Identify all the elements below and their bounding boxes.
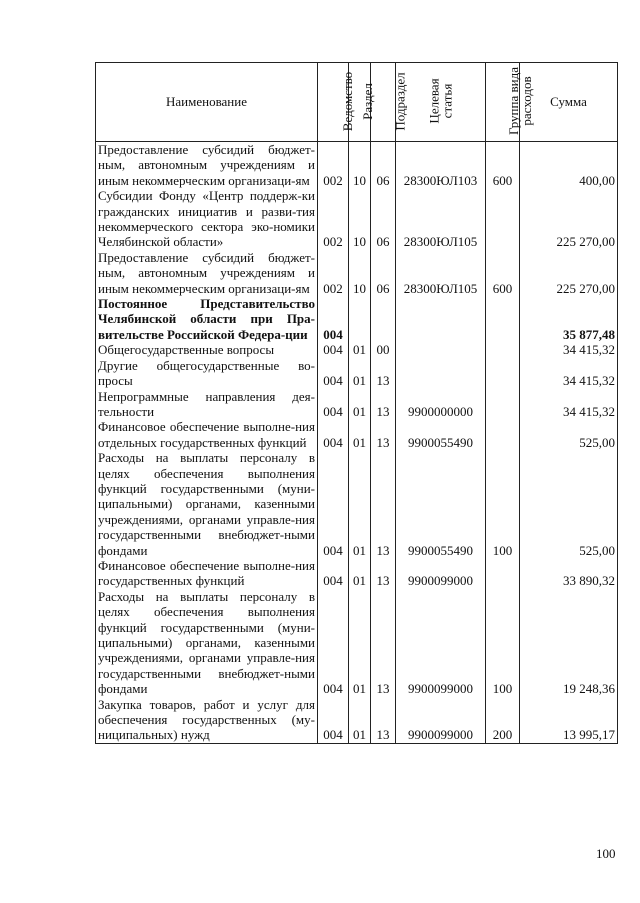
cell-summa (520, 358, 618, 389)
cell-name-text: Закупка товаров, работ и услуг для обеспечения государственных (му-ниципальных) нужд (98, 696, 315, 743)
cell-razdel-text: 01 (353, 727, 366, 743)
cell-razdel (349, 142, 371, 189)
cell-gruppa-vida (486, 558, 520, 589)
cell-gruppa-vida (486, 250, 520, 296)
cell-razdel (349, 589, 371, 697)
cell-razdel-text: 01 (353, 681, 366, 697)
cell-name (96, 188, 318, 250)
table-header (96, 63, 618, 142)
cell-razdel-text: 01 (353, 403, 366, 419)
table-row (96, 450, 618, 558)
header-celevaya-line2: статья (439, 83, 455, 119)
cell-podrazdel (371, 142, 396, 189)
cell-celevaya-statya (396, 250, 486, 296)
cell-celevaya-statya (396, 697, 486, 744)
cell-vedomstvo-text: 004 (323, 681, 343, 697)
cell-name-text: Непрограммные направления дея-тельности (98, 388, 315, 419)
cell-name (96, 450, 318, 558)
cell-name (96, 342, 318, 357)
cell-podrazdel (371, 389, 396, 420)
cell-name-text: Постоянное Представительство Челябинской области при Пра-вительстве Российской Федера-ции (98, 296, 315, 342)
table-row (96, 142, 618, 189)
cell-name-text: Предоставление субсидий бюджет-ным, автономным учреждениям и иным некоммерческим организаци-ям (98, 249, 315, 296)
cell-gruppa-vida-text: 200 (492, 727, 513, 743)
cell-celevaya-statya-text: 9900099000 (408, 681, 473, 697)
cell-summa (520, 697, 618, 744)
cell-podrazdel (371, 419, 396, 450)
cell-gruppa-vida (486, 296, 520, 342)
cell-podrazdel-text: 06 (376, 172, 390, 188)
cell-celevaya-statya (396, 558, 486, 589)
header-summa (520, 63, 618, 142)
budget-table (95, 62, 618, 744)
header-celevaya-statya (392, 63, 486, 142)
cell-celevaya-statya (396, 142, 486, 189)
table-row (96, 589, 618, 697)
cell-vedomstvo-text: 004 (323, 326, 343, 342)
cell-name (96, 558, 318, 589)
cell-vedomstvo (318, 589, 349, 697)
cell-gruppa-vida-text: 600 (492, 280, 513, 296)
header-gruppa-line1: Группа вида (505, 67, 521, 136)
cell-vedomstvo (318, 450, 349, 558)
cell-razdel-text: 10 (353, 280, 366, 296)
cell-summa (520, 142, 618, 189)
cell-razdel (349, 419, 371, 450)
cell-razdel-text: 10 (353, 172, 366, 188)
cell-celevaya-statya (396, 296, 486, 342)
cell-podrazdel-text: 13 (376, 542, 390, 558)
header-gruppa-label (507, 67, 533, 135)
header-name-label: Наименование (166, 94, 247, 110)
cell-podrazdel (371, 697, 396, 744)
cell-razdel-text: 01 (353, 573, 366, 589)
cell-celevaya-statya-text: 9900099000 (408, 727, 473, 743)
cell-summa (520, 558, 618, 589)
cell-podrazdel-text: 13 (376, 403, 390, 419)
cell-podrazdel (371, 188, 396, 250)
cell-gruppa-vida (486, 589, 520, 697)
cell-vedomstvo-text: 004 (323, 403, 343, 419)
cell-gruppa-vida (486, 358, 520, 389)
cell-name (96, 250, 318, 296)
table-row (96, 558, 618, 589)
header-celevaya-line1: Целевая (426, 78, 442, 124)
cell-podrazdel (371, 358, 396, 389)
cell-vedomstvo (318, 419, 349, 450)
cell-name-text: Субсидии Фонду «Центр поддерж-ки гражданских инициатив и разви-тия некоммерческого сектора эко-номики Челябинской области» (98, 188, 315, 250)
cell-name (96, 589, 318, 697)
header-podrazdel-label: Подраздел (392, 72, 408, 131)
table-row (96, 188, 618, 250)
cell-vedomstvo (318, 142, 349, 189)
cell-name (96, 419, 318, 450)
cell-summa-text: 225 270,00 (556, 234, 615, 250)
cell-celevaya-statya (396, 358, 486, 389)
cell-razdel (349, 250, 371, 296)
cell-name-text: Другие общегосударственные во-просы (98, 357, 315, 389)
cell-podrazdel-text: 13 (376, 681, 390, 697)
header-vedomstvo-label: Ведомство (340, 72, 356, 132)
cell-celevaya-statya-text: 9900099000 (408, 573, 473, 589)
cell-vedomstvo (318, 358, 349, 389)
cell-name-text: Финансовое обеспечение выполне-ния государственных функций (98, 557, 315, 589)
cell-razdel-text: 10 (353, 234, 366, 250)
cell-gruppa-vida-text: 600 (492, 172, 513, 188)
cell-gruppa-vida (486, 142, 520, 189)
cell-podrazdel (371, 558, 396, 589)
cell-name-text: Расходы на выплаты персоналу в целях обеспечения выполнения функций государственными (муни-ципальными) органами, казенными учреждениями, органами управле-ния государственными внебюджет-ными фондами (98, 450, 315, 558)
cell-vedomstvo (318, 389, 349, 420)
cell-celevaya-statya-text: 9900055490 (408, 542, 473, 558)
table-body (96, 142, 618, 744)
cell-vedomstvo (318, 188, 349, 250)
cell-celevaya-statya-text: 9900000000 (408, 403, 473, 419)
cell-vedomstvo-text: 004 (323, 573, 343, 589)
cell-podrazdel-text: 13 (376, 727, 390, 743)
cell-podrazdel-text: 13 (376, 434, 390, 450)
table-row (96, 358, 618, 389)
cell-name (96, 358, 318, 389)
cell-razdel-text: 01 (353, 542, 366, 558)
cell-vedomstvo-text: 004 (323, 542, 343, 558)
cell-summa (520, 589, 618, 697)
page-number: 100 (596, 846, 616, 861)
cell-gruppa-vida (486, 419, 520, 450)
cell-razdel (349, 450, 371, 558)
cell-summa-text: 34 415,32 (563, 342, 615, 358)
cell-podrazdel-text: 06 (376, 280, 390, 296)
cell-summa (520, 342, 618, 357)
table-row (96, 250, 618, 296)
header-summa-label: Сумма (550, 94, 587, 110)
cell-vedomstvo (318, 697, 349, 744)
cell-name-text: Общегосударственные вопросы (98, 342, 275, 358)
cell-podrazdel (371, 250, 396, 296)
header-celevaya-label (427, 79, 453, 124)
cell-podrazdel-text: 00 (376, 342, 390, 358)
table-row (96, 296, 618, 342)
cell-name-text: Финансовое обеспечение выполне-ния отдельных государственных функций (98, 419, 315, 450)
cell-summa (520, 389, 618, 420)
cell-name-text: Предоставление субсидий бюджет-ным, автономным учреждениям и иным некоммерческим организаци-ям (98, 142, 315, 188)
header-razdel-label: Раздел (359, 83, 375, 121)
cell-summa-text: 225 270,00 (556, 280, 615, 296)
cell-summa-text: 13 995,17 (563, 727, 615, 743)
cell-summa-text: 19 248,36 (563, 681, 615, 697)
cell-gruppa-vida (486, 697, 520, 744)
cell-name (96, 296, 318, 342)
header-vedomstvo (318, 63, 356, 142)
cell-razdel (349, 697, 371, 744)
cell-razdel-text: 01 (353, 434, 366, 450)
cell-razdel-text: 01 (353, 342, 366, 358)
header-gruppa-vida (486, 63, 534, 142)
cell-vedomstvo-text: 002 (323, 172, 343, 188)
cell-podrazdel (371, 450, 396, 558)
cell-celevaya-statya (396, 450, 486, 558)
cell-gruppa-vida (486, 450, 520, 558)
cell-gruppa-vida-text: 100 (492, 681, 513, 697)
cell-name (96, 697, 318, 744)
cell-celevaya-statya-text: 28300ЮЛ105 (403, 234, 478, 250)
cell-razdel-text: 01 (353, 373, 366, 389)
cell-vedomstvo (318, 342, 349, 357)
cell-celevaya-statya (396, 389, 486, 420)
cell-summa-text: 525,00 (579, 542, 615, 558)
cell-vedomstvo (318, 250, 349, 296)
cell-celevaya-statya (396, 419, 486, 450)
cell-vedomstvo-text: 004 (323, 434, 343, 450)
cell-celevaya-statya (396, 589, 486, 697)
cell-podrazdel (371, 296, 396, 342)
cell-name (96, 142, 318, 189)
cell-summa-text: 33 890,32 (563, 573, 615, 589)
cell-celevaya-statya-text: 28300ЮЛ103 (403, 172, 478, 188)
cell-vedomstvo-text: 004 (323, 342, 343, 358)
cell-name-text: Расходы на выплаты персоналу в целях обеспечения выполнения функций государственными (муни-ципальными) органами, казенными учреждениями, органами управле-ния государственными внебюджет-ными фондами (98, 588, 315, 697)
header-gruppa-line2: расходов (518, 76, 534, 126)
cell-summa-text: 400,00 (579, 172, 615, 188)
cell-summa (520, 450, 618, 558)
cell-gruppa-vida-text: 100 (492, 542, 513, 558)
table-row (96, 389, 618, 420)
cell-celevaya-statya-text: 28300ЮЛ105 (403, 280, 478, 296)
cell-vedomstvo-text: 002 (323, 280, 343, 296)
cell-podrazdel (371, 589, 396, 697)
cell-summa-text: 34 415,32 (563, 403, 615, 419)
cell-vedomstvo-text: 004 (323, 727, 343, 743)
cell-vedomstvo (318, 558, 349, 589)
cell-summa (520, 250, 618, 296)
cell-summa-text: 34 415,32 (563, 373, 615, 389)
cell-summa (520, 296, 618, 342)
cell-podrazdel (371, 342, 396, 357)
cell-razdel (349, 389, 371, 420)
cell-summa-text: 525,00 (579, 434, 615, 450)
cell-razdel (349, 188, 371, 250)
cell-celevaya-statya (396, 188, 486, 250)
cell-vedomstvo-text: 004 (323, 373, 343, 389)
cell-podrazdel-text: 13 (376, 573, 390, 589)
cell-vedomstvo-text: 002 (323, 234, 343, 250)
cell-razdel (349, 342, 371, 357)
cell-gruppa-vida (486, 342, 520, 357)
cell-name (96, 389, 318, 420)
cell-summa (520, 188, 618, 250)
cell-razdel (349, 296, 371, 342)
cell-podrazdel-text: 13 (376, 373, 390, 389)
cell-razdel (349, 558, 371, 589)
table-row (96, 342, 618, 357)
cell-summa-text: 35 877,48 (563, 326, 615, 342)
table-row (96, 697, 618, 744)
cell-vedomstvo (318, 296, 349, 342)
table-row (96, 419, 618, 450)
cell-podrazdel-text: 06 (376, 234, 390, 250)
cell-razdel (349, 358, 371, 389)
cell-celevaya-statya-text: 9900055490 (408, 434, 473, 450)
header-name (96, 63, 318, 142)
cell-summa (520, 419, 618, 450)
cell-gruppa-vida (486, 389, 520, 420)
cell-celevaya-statya (396, 342, 486, 357)
cell-gruppa-vida (486, 188, 520, 250)
